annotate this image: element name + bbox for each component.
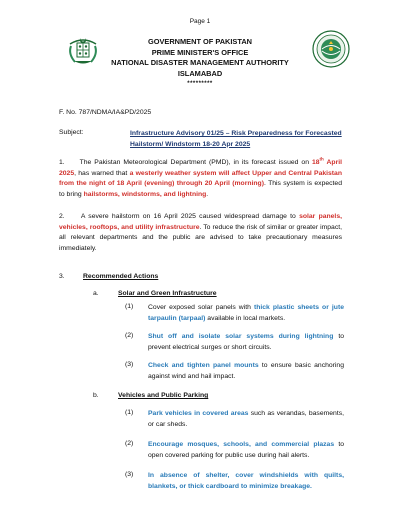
item-b1 bbox=[148, 409, 344, 430]
paragraph-2-number: 2. bbox=[59, 213, 65, 220]
item-b1-post: such as verandas, basements, or car sheds. bbox=[148, 410, 345, 428]
letterhead-stars: ********* bbox=[187, 81, 213, 88]
subsection-a-title: Solar and Green Infrastructure bbox=[118, 290, 217, 297]
paragraph-1-date-day: 18 bbox=[311, 159, 320, 166]
item-b1-number: (1) bbox=[125, 409, 134, 416]
item-b3-highlight: In absence of shelter, cover windshields with quilts, blankets, or thick cardboard to minimize breakage. bbox=[148, 472, 344, 490]
item-a3-highlight: Check and tighten panel mounts bbox=[148, 362, 259, 369]
subsection-b-letter: b. bbox=[93, 392, 99, 399]
item-b1-highlight: Park vehicles in covered areas bbox=[148, 410, 249, 417]
letterhead-line-1: GOVERNMENT OF PAKISTAN bbox=[147, 37, 253, 46]
item-a2-post: to prevent electrical surges or short circuits. bbox=[148, 333, 344, 351]
paragraph-1-date-rest: April 2025 bbox=[59, 159, 342, 177]
paragraph-1-text-a: The Pakistan Meteorological Department (PMD), in its forecast issued on bbox=[79, 159, 312, 166]
item-a2 bbox=[148, 332, 344, 353]
item-b2-number: (2) bbox=[125, 440, 134, 447]
paragraph-1-text-c: . This system is expected to bring bbox=[59, 180, 342, 198]
item-b2-post: to open covered parking for public use during hail alerts. bbox=[148, 441, 345, 459]
paragraph-2 bbox=[59, 212, 342, 254]
paragraph-1-warning: a westerly weather system will affect Upper and Central Pakistan from the night of 18 April (evening) through 20 April (morning) bbox=[59, 169, 342, 188]
letterhead-line-3: NATIONAL DISASTER MANAGEMENT AUTHORITY bbox=[111, 58, 289, 68]
item-a3-post: to ensure basic anchoring against wind and hail impact. bbox=[148, 362, 344, 380]
item-b3 bbox=[148, 471, 344, 492]
subsection-a-letter: a. bbox=[93, 290, 99, 297]
paragraph-2-text-b: . To reduce the risk of similar or greater impact, all relevant departments and the public are advised to take precautionary measures immediately. bbox=[59, 223, 342, 252]
item-a1-highlight: thick plastic sheets or jute tarpaulin (tarpaal) bbox=[148, 304, 344, 322]
paragraph-2-damage: solar panels, vehicles, rooftops, and utility infrastructure bbox=[59, 213, 342, 231]
subject-text: Infrastructure Advisory 01/25 – Risk Preparedness for Forecasted Hailstorm/ Windstorm 18-20 Apr 2025 bbox=[130, 130, 342, 148]
subsection-b-title: Vehicles and Public Parking bbox=[118, 392, 209, 399]
item-a3-number: (3) bbox=[125, 361, 134, 368]
item-a1-post: available in local markets. bbox=[205, 314, 286, 322]
file-number: F. No. 787/NDMA/IA&PD/2025 bbox=[59, 109, 152, 116]
item-b2-highlight: Encourage mosques, schools, and commercial plazas bbox=[148, 441, 335, 448]
item-a1 bbox=[148, 303, 344, 324]
item-a2-number: (2) bbox=[125, 332, 134, 339]
page-number: Page 1 bbox=[189, 18, 211, 25]
item-b2 bbox=[148, 440, 344, 461]
paragraph-1-hazards: hailstorms, windstorms, and lightning bbox=[83, 190, 207, 198]
subject-label: Subject: bbox=[59, 129, 84, 136]
paragraph-1-date-sup: th bbox=[319, 156, 324, 162]
letterhead bbox=[0, 37, 400, 90]
paragraph-1-text-d: . bbox=[206, 190, 209, 198]
section-3-title: Recommended Actions bbox=[83, 273, 159, 280]
item-a1-number: (1) bbox=[125, 303, 134, 310]
letterhead-line-4: ISLAMABAD bbox=[177, 68, 223, 78]
section-3-number: 3. bbox=[59, 273, 65, 280]
item-b3-number: (3) bbox=[125, 471, 134, 478]
item-a1-pre: Cover exposed solar panels with bbox=[148, 304, 254, 311]
paragraph-1-number: 1. bbox=[59, 159, 65, 166]
letterhead-line-2: PRIME MINISTER'S OFFICE bbox=[151, 47, 249, 57]
paragraph-1-text-b: , has warned that bbox=[74, 169, 130, 177]
item-a3 bbox=[148, 361, 344, 382]
paragraph-2-text-a: A severe hailstorm on 16 April 2025 caused widespread damage to bbox=[80, 213, 300, 220]
item-a2-highlight: Shut off and isolate solar systems during lightning bbox=[148, 333, 334, 340]
paragraph-1 bbox=[59, 158, 342, 200]
